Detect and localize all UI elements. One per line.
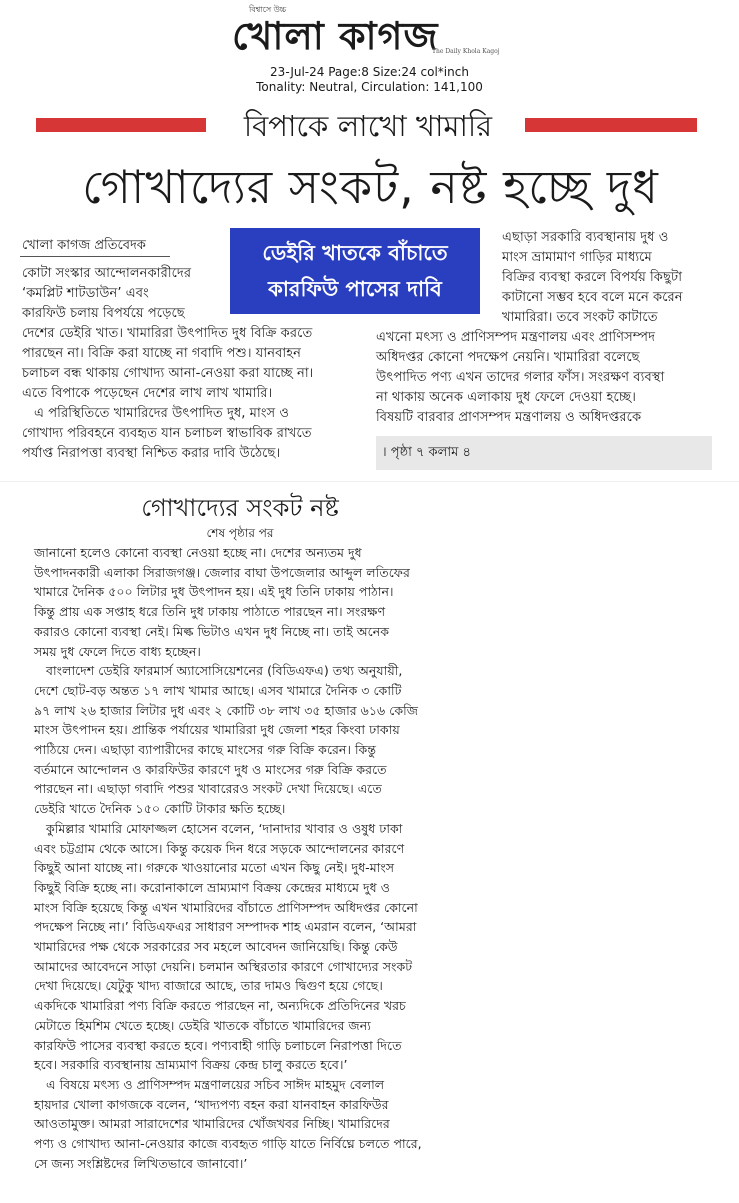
text-line: একদিকে খামারিরা পণ্য বিক্রি করতে পারছেন না, অন্যদিকে প্রতিদিনের খরচ (34, 998, 406, 1014)
text-line: খামারিদের পক্ষ থেকে সরকারের সব মহলে আবেদন জানিয়েছি। কিন্তু কেউ (34, 939, 398, 955)
kicker-bar-left (36, 118, 206, 132)
text-line: কারফিউ চলায় বিপর্যয়ে পড়েছে (22, 306, 185, 321)
right-intro-paragraph (502, 228, 714, 328)
text-line: এবং চট্টগ্রাম থেকে আসে। কিন্তু কয়েক দিন ধরে সড়কে আন্দোলনের কারণে (34, 840, 405, 856)
newspaper-logo (232, 12, 512, 60)
highlight-line-1: ডেইরি খাতকে বাঁচাতে (262, 241, 448, 265)
text-line: এখনো মৎস্য ও প্রাণিসম্পদ মন্ত্রণালয় এবং প্রাণিসম্পদ (376, 330, 656, 345)
left-intro-paragraph (22, 264, 220, 324)
text-line: সে জন্য সংশ্লিষ্টদের লিখিতভাবে জানাবো।’ (34, 1155, 248, 1171)
highlight-box (230, 228, 480, 314)
text-line: হায়দার খোলা কাগজকে বলেন, ‘খাদ্যপণ্য বহন করা যানবাহন কারফিউর (34, 1096, 389, 1112)
text-line: এ পরিস্থিতিতে খামারিদের উৎপাদিত দুধ, মাংস ও (34, 406, 290, 421)
text-line: ডেইরি খাতে দৈনিক ১৫০ কোটি টাকার ক্ষতি হচ্ছে। (34, 801, 286, 817)
text-line: বিক্রির ব্যবস্থা করলে বিপর্যয় কিছুটা (502, 270, 683, 285)
continuation-body (34, 543, 466, 1174)
text-line: মাংস বিক্রি হয়েছে কিন্তু এখন খামারিদের বাঁচাতে প্রাণিসম্পদ অধিদপ্তর কোনো (34, 899, 418, 915)
text-line: কিছুই বিক্রি হচ্ছে না। করোনাকালে ভ্রাম্যমাণ বিক্রয় কেন্দ্রের মাধ্যমে দুধ ও (34, 879, 390, 895)
byline-divider (20, 256, 170, 257)
text-line: বিষয়টি বারবার প্রাণসম্পদ মন্ত্রণালয় ও অধিদপ্তরকে (376, 410, 642, 425)
kicker-bar-right (525, 118, 697, 132)
text-line: মেটাতে হিমশিম খেতে হচ্ছে। ডেইরি খাতকে বাঁচাতে খামারিদের জন্য (34, 1017, 371, 1033)
text-line: বাংলাদেশ ডেইরি ফারমার্স অ্যাসোসিয়েশনের (বিডিএফএ) তথ্য অনুযায়ী, (46, 663, 403, 679)
continuation-headline: গোখাদ্যের সংকট নষ্ট (141, 494, 339, 522)
jump-label: । পৃষ্ঠা ৭ কলাম ৪ (382, 445, 471, 460)
text-line: খামারিরা। তবে সংকট কাটাতে (502, 310, 658, 325)
text-line: কুমিল্লার খামারি মোফাজ্জল হোসেন বলেন, ‘দানাদার খাবার ও ওষুধ ঢাকা (46, 820, 403, 836)
text-line: পারছেন না। বিক্রি করা যাচ্ছে না গবাদি পশু। যানবাহন (22, 346, 302, 361)
clipping-meta-page: 23-Jul-24 Page:8 Size:24 col*inch (270, 65, 469, 79)
text-line: এতে বিপাকে পড়েছেন দেশের লাখ লাখ খামারি। (22, 386, 273, 401)
article-kicker: বিপাকে লাখো খামারি (243, 109, 493, 143)
logo-text: খোলা কাগজ (232, 13, 439, 58)
text-line: মাংস উৎপাদন হয়। প্রান্তিক পর্যায়ের খামারিরা দুধ জেলা শহর কিংবা ঢাকায় (34, 722, 400, 738)
text-line: পর্যাপ্ত নিরাপত্তা ব্যবস্থা নিশ্চিত করার দাবি উঠেছে। (22, 446, 281, 461)
jump-reference (376, 436, 712, 470)
text-line: দেখা দিয়েছে। যেটুকু খাদ্য বাজারে আছে, তার দামও দ্বিগুণ হয়ে গেছে। (34, 978, 383, 994)
text-line: আওতামুক্ত। আমরা সারাদেশের খামারিদের খোঁজখবর নিচ্ছি। খামারিদের (34, 1116, 390, 1132)
text-line: উৎপাদিত পণ্য এখন তাদের গলার ফাঁস। সংরক্ষণ ব্যবস্থা (376, 370, 665, 385)
text-line: এ বিষয়ে মৎস্য ও প্রাণিসম্পদ মন্ত্রণালয়ের সচিব সাঈদ মাহমুদ বেলাল (46, 1076, 385, 1092)
right-body-paragraph (376, 328, 714, 428)
text-line: পারছেন না। এছাড়া গবাদি পশুর খাবারেরও সংকট দেখা দিয়েছে। এতে (34, 781, 382, 797)
text-line: সময় দুধ ফেলে দিতে বাধ্য হচ্ছেন। (34, 643, 201, 659)
text-line: না থাকায় অনেক এলাকায় দুধ ফেলে দেওয়া হচ্ছে। (376, 390, 636, 405)
text-line: হবে। সরকারি ব্যবস্থানায় ভ্রাম্যমাণ বিক্রয় কেন্দ্র চালু করতে হবে।’ (34, 1057, 348, 1073)
text-line: কিছুই আনা যাচ্ছে না। গরুকে খাওয়ানোর মতো এখন কিছু নেই। দুধ-মাংস (34, 860, 395, 876)
highlight-line-2: কারফিউ পাসের দাবি (268, 277, 442, 301)
clipping-separator (0, 481, 739, 482)
text-line: গোখাদ্য পরিবহনে ব্যবহৃত যান চলাচল স্বাভাবিক রাখতে (22, 426, 312, 441)
text-line: দেশে ছোট-বড় অন্তত ১৭ লাখ খামার আছে। এসব খামারে দৈনিক ৩ কোটি (34, 682, 402, 698)
clipping-meta-circulation: Tonality: Neutral, Circulation: 141,100 (256, 80, 483, 94)
text-line: কারফিউ পাসের ব্যবস্থা করতে হবে। পণ্যবাহী গাড়ি চলাচলে নিরাপত্তা দিতে (34, 1037, 402, 1053)
continuation-subhead: শেষ পৃষ্ঠার পর (206, 526, 274, 540)
left-body-paragraph (22, 324, 362, 464)
text-line: উৎপাদনকারী এলাকা সিরাজগঞ্জ। জেলার বাঘা উপজেলার আব্দুল লতিফের (34, 564, 410, 580)
text-line: ৯৭ লাখ ২৬ হাজার লিটার দুধ এবং ২ কোটি ৩৮ লাখ ৩৫ হাজার ৬১৬ কেজি (34, 702, 419, 718)
text-line: পাঠিয়ে দেন। এছাড়া ব্যাপারীদের কাছে মাংসের গরু বিক্রি করেন। কিন্তু (34, 742, 377, 758)
text-line: ‘কমপ্লিট শাটডাউন’ এবং (22, 286, 149, 301)
text-line: চলাচল বন্ধ থাকায় গোখাদ্য আনা-নেওয়া করা যাচ্ছে না। (22, 366, 314, 381)
article-headline: গোখাদ্যের সংকট, নষ্ট হচ্ছে দুধ (82, 160, 659, 214)
text-line: পদক্ষেপ নিচ্ছে না।’ বিডিএফএর সাধারণ সম্পাদক শাহ এমরান বলেন, ‘আমরা (34, 919, 417, 935)
masthead-tagline: বিশ্বাসে উচ্চ (249, 5, 287, 14)
text-line: বর্তমানে আন্দোলন ও কারফিউর কারণে দুধ ও মাংসের গরু বিক্রি করতে (34, 761, 387, 777)
text-line: খামারে দৈনিক ৫০০ লিটার দুধ উৎপাদন হয়। এই দুধ তিনি ঢাকায় পাঠান। (34, 584, 394, 600)
text-line: আমাদের আবেদনে সাড়া দেয়নি। চলমান অস্থিরতার কারণে গোখাদ্যের সংকট (34, 958, 413, 974)
logo-subtitle: The Daily Khola Kagoj (432, 48, 500, 55)
text-line: অধিদপ্তর কোনো পদক্ষেপ নেয়নি। খামারিরা বলেছে (376, 350, 640, 365)
text-line: কোটা সংস্কার আন্দোলনকারীদের (22, 266, 192, 281)
text-line: কাটানো সম্ভব হবে বলে মনে করেন (502, 290, 683, 305)
text-line: মাংস ভ্রামামাণ গাড়ির মাধ্যমে (502, 250, 652, 265)
text-line: দেশের ডেইরি খাত। খামারিরা উৎপাদিত দুধ বিক্রি করতে (22, 326, 313, 341)
text-line: এছাড়া সরকারি ব্যবস্থানায় দুধ ও (502, 230, 669, 245)
article-byline: খোলা কাগজ প্রতিবেদক (22, 238, 146, 253)
text-line: কিন্তু প্রায় এক সপ্তাহ ধরে তিনি দুধ ঢাকায় পাঠাতে পারছেন না। সংরক্ষণ (34, 604, 386, 620)
text-line: করারও কোনো ব্যবস্থা নেই। মিল্ক ভিটাও এখন দুধ নিচ্ছে না। তাই অনেক (34, 623, 390, 639)
text-line: জানানো হলেও কোনো ব্যবস্থা নেওয়া হচ্ছে না। দেশের অন্যতম দুধ (34, 545, 362, 560)
text-line: পণ্য ও গোখাদ্য আনা-নেওয়ার কাজে ব্যবহৃত গাড়ি যাতে নির্বিঘ্নে চলতে পারে, (34, 1136, 422, 1152)
